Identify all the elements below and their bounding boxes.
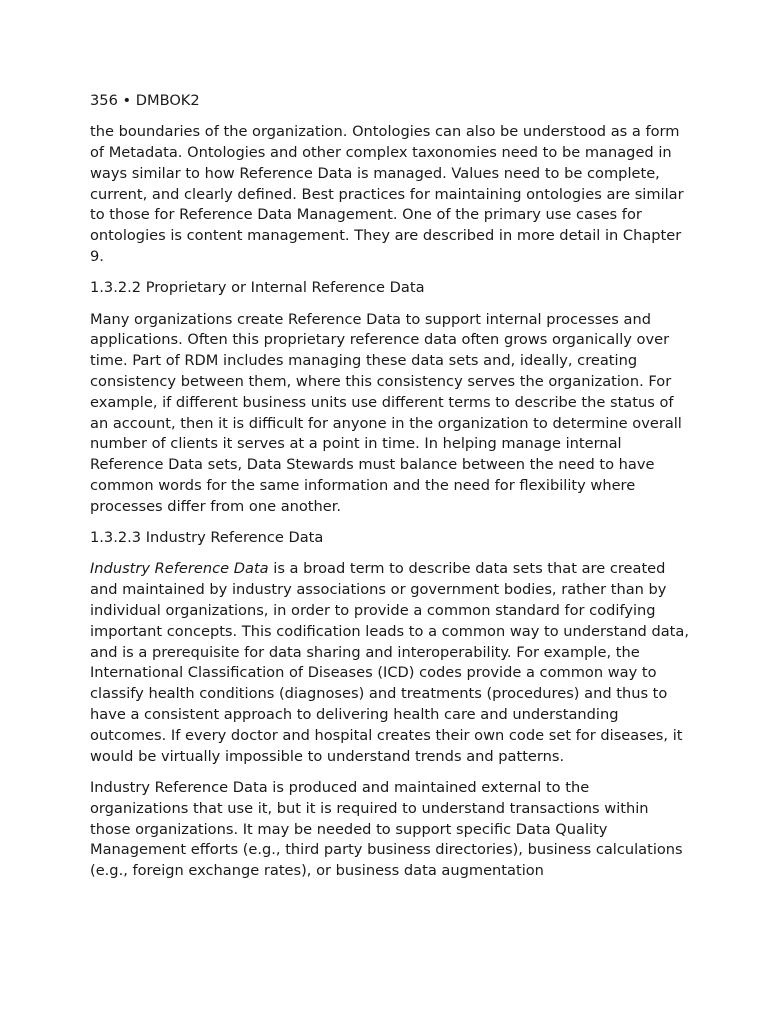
section-heading-proprietary-reference-data: 1.3.2.2 Proprietary or Internal Reference Data: [90, 279, 425, 297]
term-industry-reference-data: Industry Reference Data: [90, 560, 269, 578]
paragraph-industry-reference-data-text: is a broad term to describe data sets that are created and maintained by industry associations or government bodies, rather than by individual organizations, in order to provide a common standard for codifying important concepts. This codification leads to a common way to understand data, and is a prerequisite for data sharing and interoperability. For example, the International Classification of Diseases (ICD) codes provide a common way to classify health conditions (diagnoses) and treatments (procedures) and thus to have a consistent approach to delivering health care and understanding outcomes. If every doctor and hospital creates their own code set for diseases, it would be virtually impossible to understand trends and patterns.: [90, 560, 689, 765]
document-page: [90, 91, 690, 892]
section-heading-industry-reference-data: 1.3.2.3 Industry Reference Data: [90, 529, 324, 547]
paragraph-industry-reference-data: [90, 559, 690, 767]
paragraph-proprietary-reference-data: Many organizations create Reference Data to support internal processes and applications. Often this proprietary reference data often grows organically over time. Part of RDM includes managing these data sets and, ideally, creating consistency between them, where this consistency serves the organization. For example, if different business units use different terms to describe the status of an account, then it is difficult for anyone in the organization to determine overall number of clients it serves at a point in time. In helping manage internal Reference Data sets, Data Stewards must balance between the need to have common words for the same information and the need for flexibility where processes differ from one another.: [90, 310, 682, 515]
running-head: 356 • DMBOK2: [90, 92, 200, 109]
paragraph-industry-reference-data-usage: Industry Reference Data is produced and maintained external to the organizations that use it, but it is required to understand transactions within those organizations. It may be needed to support specific Data Quality Management efforts (e.g., third party business directories), business calculations (e.g., foreign exchange rates), or business data augmentation: [90, 778, 683, 880]
paragraph-ontologies: the boundaries of the organization. Ontologies can also be understood as a form of Metadata. Ontologies and other complex taxonomies need to be managed in ways similar to how Reference Data is managed. Values need to be complete, current, and clearly defined. Best practices for maintaining ontologies are similar to those for Reference Data Management. One of the primary use cases for ontologies is content management. They are described in more detail in Chapter 9.: [90, 123, 684, 266]
